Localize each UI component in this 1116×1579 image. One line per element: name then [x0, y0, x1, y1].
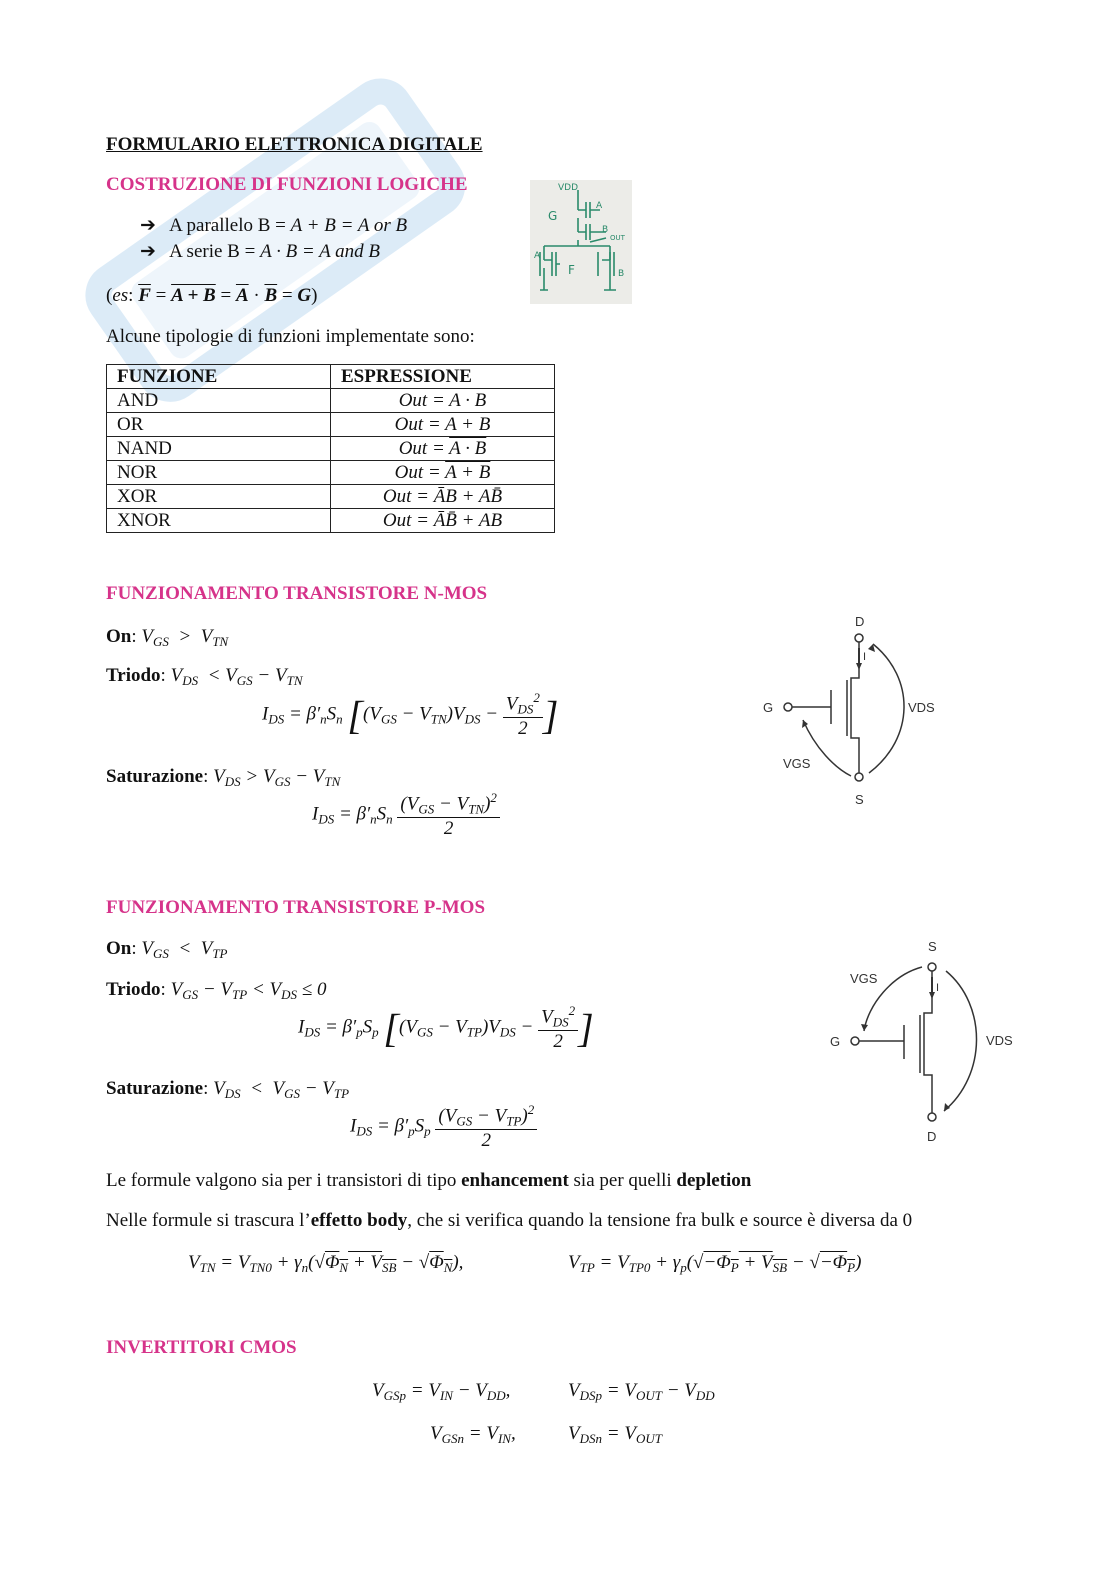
cmos-vdsp-formula: $V_{DSp} = V_{OUT} - V_{DD}$	[568, 1380, 715, 1403]
svg-text:A: A	[596, 201, 603, 211]
svg-text:VGS: VGS	[850, 971, 878, 986]
section-cmos-title: INVERTITORI CMOS	[106, 1337, 297, 1358]
svg-text:G: G	[763, 700, 774, 715]
svg-text:B: B	[618, 269, 625, 279]
bullet-parallel: ➔ A parallelo B = A + B = A or B	[140, 215, 408, 236]
table-row: AND Out = A · B	[107, 389, 555, 413]
pmos-triode-condition: Triodo: $V_{GS} - V_{TP} < V_{DS} \le 0$	[106, 979, 327, 1002]
page-title: FORMULARIO ELETTRONICA DIGITALE	[106, 134, 483, 155]
table-row: XOR Out = ĀB + AB̄	[107, 485, 555, 509]
svg-text:I: I	[936, 982, 940, 994]
section-logic-title: COSTRUZIONE DI FUNZIONI LOGICHE	[106, 174, 468, 195]
nmos-saturation-condition: Saturazione: $V_{DS} > V_{GS} - V_{TN}$	[106, 766, 341, 789]
note-enhancement-depletion: Le formule valgono sia per i transistori di tipo enhancement sia per quelli depletion	[106, 1170, 752, 1191]
svg-text:S: S	[928, 939, 937, 954]
svg-text:D: D	[855, 614, 865, 629]
photo-vdd-label: VDD	[558, 183, 579, 193]
body-effect-vtp-formula: $V_{TP} = V_{TP0} + \gamma_p(√-\Phi_P + V_{SB} - √-\Phi_P)$	[568, 1252, 862, 1275]
svg-text:VGS: VGS	[783, 756, 811, 771]
svg-text:VDS: VDS	[908, 700, 935, 715]
table-row: NAND Out = A · B	[107, 437, 555, 461]
section-nmos-title: FUNZIONAMENTO TRANSISTORE N-MOS	[106, 583, 488, 604]
nmos-triode-condition: Triodo: $V_{DS} < V_{GS} - V_{TN}$	[106, 665, 303, 688]
svg-text:VDS: VDS	[986, 1033, 1013, 1048]
arrow-icon: ➔	[140, 215, 156, 236]
note-body-effect: Nelle formule si trascura l’effetto body, che si verifica quando la tensione fra bulk e source è diversa da 0	[106, 1210, 913, 1231]
svg-text:D: D	[927, 1129, 937, 1144]
pmos-saturation-condition: Saturazione: $V_{DS} < V_{GS} - V_{TP}$	[106, 1078, 350, 1101]
table-row: OR Out = A + B	[107, 413, 555, 437]
nmos-saturation-formula: $I_{DS} = \beta'_nS_n$ $\frac{(V_{GS} - V_{TN})^2}{2}$	[312, 790, 500, 840]
nmos-triode-formula: $I_{DS} = \beta'_nS_n$ [$(V_{GS} - V_{TN})V_{DS}$ − $\frac{V_{DS}^2}{2}$ ]	[262, 690, 559, 740]
table-row: NOR Out = A + B	[107, 461, 555, 485]
svg-text:G: G	[548, 209, 558, 223]
table-row: XNOR Out = ĀB̄ + AB	[107, 509, 555, 533]
svg-text:OUT: OUT	[610, 234, 625, 242]
example-formula: (es: $\overline{F} = A + B = \overline{A} \cdot \overline{B} = G$)	[106, 285, 318, 306]
cmos-vdsn-formula: $V_{DSn} = V_{OUT}$	[568, 1423, 662, 1446]
hand-drawn-circuit-photo	[530, 180, 632, 304]
svg-text:S: S	[855, 792, 864, 807]
section-pmos-title: FUNZIONAMENTO TRANSISTORE P-MOS	[106, 897, 486, 918]
table-header-row: FUNZIONE ESPRESSIONE	[107, 365, 555, 389]
pmos-triode-formula: $I_{DS} = \beta'_pS_p$ [$(V_{GS} - V_{TP})V_{DS}$ − $\frac{V_{DS}^2}{2}$ ]	[298, 1003, 594, 1053]
pmos-on-condition: On: $V_{GS} < V_{TP}$	[106, 938, 228, 961]
svg-text:G: G	[830, 1034, 841, 1049]
nmos-symbol-diagram	[755, 608, 955, 813]
body-effect-vtn-formula: $V_{TN} = V_{TN0} + \gamma_n(√\Phi_N + V_{SB} - √\Phi_N)$,	[188, 1252, 464, 1275]
pmos-symbol-diagram	[822, 935, 1022, 1145]
svg-text:B: B	[602, 225, 609, 235]
functions-table	[106, 364, 555, 533]
bullet-series: ➔ A serie B = A · B = A and B	[140, 241, 381, 262]
svg-text:F: F	[568, 263, 575, 277]
cmos-vgsp-formula: $V_{GSp} = V_{IN} - V_{DD}$,	[372, 1380, 511, 1403]
pmos-saturation-formula: $I_{DS} = \beta'_pS_p$ $\frac{(V_{GS} - V_{TP})^2}{2}$	[350, 1102, 537, 1152]
nmos-on-condition: On: $V_{GS} > V_{TN}$	[106, 626, 229, 649]
cmos-vgsn-formula: $V_{GSn} = V_{IN}$,	[430, 1423, 516, 1446]
svg-text:A: A	[534, 251, 541, 261]
svg-text:I: I	[863, 651, 867, 663]
arrow-icon: ➔	[140, 241, 156, 262]
functions-intro: Alcune tipologie di funzioni implementate sono:	[106, 326, 475, 347]
